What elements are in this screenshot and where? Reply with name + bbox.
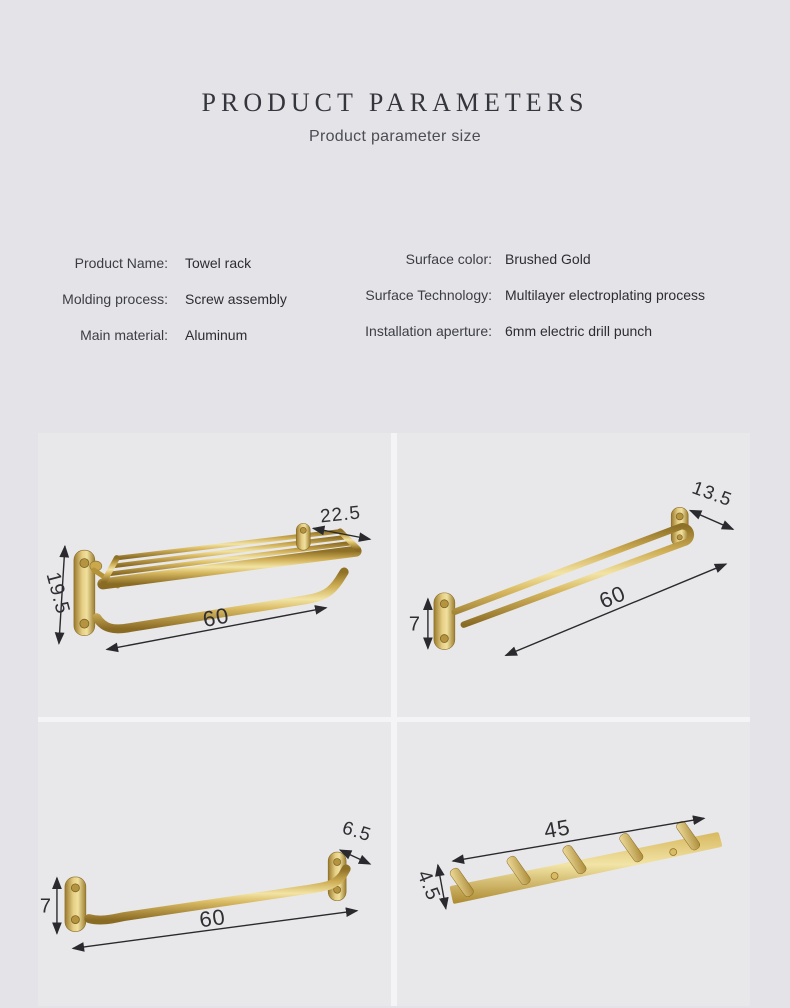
diagram-single-towel-bar — [38, 722, 391, 1006]
page-subtitle: Product parameter size — [308, 128, 481, 145]
page-title: PRODUCT PARAMETERS — [201, 88, 589, 117]
param-label: Product Name: — [74, 255, 168, 271]
dimension-label-width: 60 — [197, 903, 228, 933]
param-label: Installation aperture: — [365, 323, 492, 339]
dimension-label-height: 19.5 — [41, 569, 74, 617]
diagram-double-towel-bar — [397, 433, 750, 717]
header — [0, 0, 790, 146]
knob — [551, 872, 558, 879]
param-value: Screw assembly — [185, 291, 287, 307]
shelf-rails — [103, 531, 358, 584]
parameters-section — [0, 251, 790, 364]
parameters-left-column — [38, 256, 338, 364]
param-row-surface-technology — [358, 288, 770, 303]
diagram-hook-rail — [397, 722, 750, 1006]
screw — [80, 559, 89, 568]
screw — [80, 619, 89, 628]
dimension-label-width: 60 — [200, 602, 232, 633]
param-value: Multilayer electroplating process — [505, 287, 705, 303]
panel-double-towel-bar — [397, 433, 750, 717]
diagram-gallery — [38, 433, 750, 1006]
param-row-product-name — [38, 256, 338, 271]
param-row-molding-process — [38, 292, 338, 307]
screw — [334, 859, 341, 866]
param-label: Surface Technology: — [365, 287, 492, 303]
dimension-label-depth: 4.5 — [412, 867, 445, 904]
param-row-main-material — [38, 328, 338, 343]
param-label: Surface color: — [405, 251, 492, 267]
panel-shelf-towel-rack — [38, 433, 391, 717]
screw — [676, 513, 683, 520]
diagram-shelf-towel-rack — [38, 433, 391, 717]
dimension-label-height: 7 — [408, 613, 421, 636]
dimension-label-width: 60 — [595, 580, 630, 614]
param-value: Aluminum — [185, 327, 248, 343]
dimension-label-height: 7 — [39, 895, 53, 918]
double-towel-bar — [455, 526, 691, 624]
dimension-label-depth: 22.5 — [319, 502, 362, 528]
param-row-surface-color — [358, 252, 770, 267]
parameters-right-column — [358, 252, 770, 364]
param-value: Towel rack — [185, 255, 252, 271]
dimension-label-length: 45 — [542, 814, 573, 844]
dimension-label-depth: 6.5 — [339, 817, 374, 847]
param-label: Main material: — [80, 327, 168, 343]
screw — [440, 600, 448, 608]
panel-hook-rail — [397, 722, 750, 1006]
param-value: 6mm electric drill punch — [505, 323, 653, 339]
param-row-installation-aperture — [358, 324, 770, 339]
panel-single-towel-bar — [38, 722, 391, 1006]
screw — [677, 535, 682, 540]
dimension-arrow-depth — [690, 510, 733, 529]
knob — [670, 849, 677, 856]
screw — [71, 884, 79, 892]
screw — [440, 635, 448, 643]
screw — [300, 527, 306, 533]
param-label: Molding process: — [62, 291, 168, 307]
screw — [71, 916, 79, 924]
param-value: Brushed Gold — [505, 251, 591, 267]
dimension-label-depth: 13.5 — [689, 477, 735, 512]
